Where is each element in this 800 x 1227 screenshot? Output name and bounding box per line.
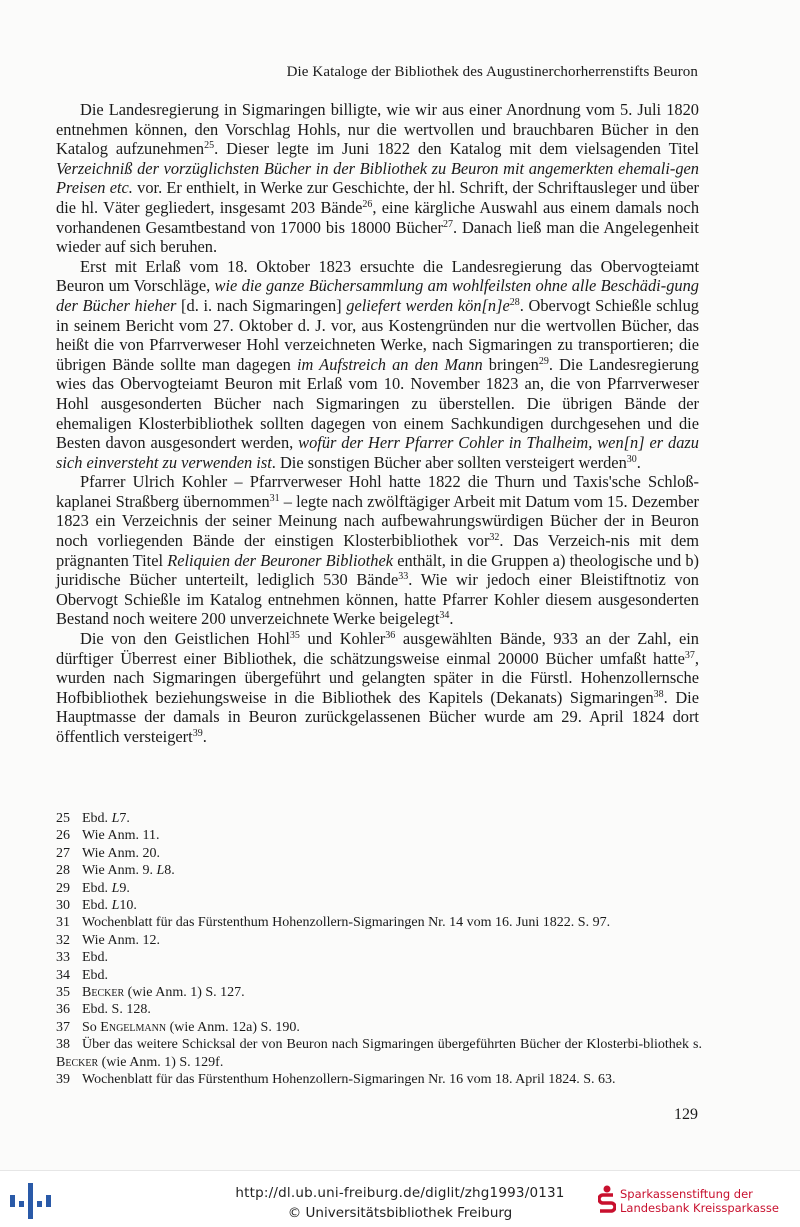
footnote-italic: L: [156, 863, 165, 879]
author-name: Becker: [56, 1054, 99, 1070]
text-run: .: [202, 727, 207, 746]
footnote-ref-35[interactable]: 35: [289, 630, 300, 642]
footnote-number: 35: [56, 985, 70, 1001]
footnote-33: [56, 949, 702, 966]
footnote-text: Ebd. S. 128.: [82, 1002, 151, 1018]
footnote-ref-37[interactable]: 37: [684, 649, 695, 661]
footnote-number: 25: [56, 811, 70, 826]
footnote-text: Wie Anm. 9.: [82, 863, 157, 879]
footnote-text: 9.: [119, 880, 130, 896]
text-run: Die Landesregierung in Sigmaringen billigte, wie wir aus einer Anordnung vom 5. Juli 1820 entnehmen können, den Vorschlag Hohls, nur die wertvollen und brauchbaren Bücher in den Katalog aufzunehmen: [56, 100, 699, 159]
text-run: Erst mit Erlaß vom 18. Oktober 1823 ersuchte die Landesregierung das Obervogteiamt Beuron um Vorschläge,: [56, 256, 699, 296]
quotation: geliefert werden kön[n]e: [346, 295, 510, 315]
footnote-35: [56, 984, 702, 1001]
footnote-number: 28: [56, 863, 70, 879]
footnote-number: 34: [56, 967, 70, 983]
footnote-text: 8.: [164, 863, 175, 879]
sponsor-line-2: Landesbank Kreissparkasse: [620, 1201, 779, 1215]
footnote-28: [56, 862, 702, 879]
text-run: , wurden nach Sigmaringen übergeführt und gelangten später in die Fürstl. Hohenzollernsche Hofbibliothek beziehungsweise in die Bibliothek des Kapitels (Dekanats) Sigmaringen: [56, 648, 699, 707]
text-run: . Wie wir jedoch einer Bleistiftnotiz von Obervogt Schießle im Katalog entnehmen können, hatte Pfarrer Kohler diesem ausgesonderten Bestand noch weitere 200 unverzeichnete Werke beigelegt: [56, 570, 700, 629]
footnote-26: [56, 827, 702, 844]
footnote-text: (wie Anm. 12a) S. 190.: [166, 1019, 300, 1035]
footnote-italic: L: [111, 880, 120, 896]
footnote-text: Ebd.: [82, 811, 112, 826]
sponsor-logo[interactable]: [598, 1183, 798, 1223]
paragraph-1: [56, 100, 699, 257]
footnote-italic: L: [111, 898, 120, 914]
copyright-notice: © Universitätsbibliothek Freiburg: [287, 1205, 513, 1221]
text-run: , eine kärgliche Auswahl aus einem damals noch vorhandenen Gesamtbestand von 17000 bis 18000 Bücher: [56, 197, 700, 237]
footnote-ref-39[interactable]: 39: [192, 728, 203, 739]
footnote-ref-28[interactable]: 28: [509, 296, 520, 308]
footnote-text: 7.: [119, 811, 130, 826]
footnote-number: 39: [56, 1072, 70, 1088]
footnote-text: Wie Anm. 20.: [82, 845, 160, 861]
text-run: . Die Hauptmasse der damals in Beuron zurückgelassenen Bücher wurde am 29. April 1824 dort öffentlich versteigert: [56, 687, 699, 746]
footnote-number: 27: [56, 845, 70, 861]
footnote-34: [56, 967, 702, 984]
footnote-text: So: [82, 1019, 101, 1035]
footnote-ref-27[interactable]: 27: [443, 218, 453, 230]
footnote-italic: L: [111, 811, 120, 826]
footnote-number: 30: [56, 898, 70, 914]
text-run: .: [449, 609, 454, 629]
footnote-number: 37: [56, 1019, 70, 1035]
footnote-text: (wie Anm. 1) S. 127.: [124, 985, 245, 1001]
footnote-number: 31: [56, 915, 70, 931]
permalink-url[interactable]: http://dl.ub.uni-freiburg.de/diglit/zhg1993/0131: [235, 1185, 565, 1201]
author-name: Becker: [82, 985, 125, 1001]
text-run: und Kohler: [299, 629, 386, 649]
text-run: . Dieser legte im Juni 1822 den Katalog mit dem vielsagenden Titel: [214, 139, 699, 159]
footnotes: [56, 810, 702, 1089]
text-run: . Danach ließ man die Angelegenheit wieder auf sich beruhen.: [56, 217, 699, 257]
footnote-29: [56, 880, 702, 897]
footnote-text: Über das weitere Schicksal der von Beuron nach Sigmaringen übergeführten Bücher der Klosterbi-bliothek s.: [82, 1037, 702, 1053]
footnote-ref-25[interactable]: 25: [204, 140, 215, 152]
text-run: – legte nach zwölftägiger Arbeit mit Datum vom 15. Dezember 1823 ein Verzeichnis der seiner Meinung nach aufbewahrungswürdigen Bücher der in Beuron noch vorliegenden Bände der einstigen Klosterbibliothek vor: [56, 491, 699, 551]
text-run: bringen: [482, 354, 539, 374]
text-run: . Die sonstigen Bücher aber sollten versteigert werden: [271, 452, 627, 472]
viewer-footer: [0, 1170, 800, 1227]
footnote-32: [56, 932, 702, 949]
footnote-text: Ebd.: [82, 950, 109, 966]
footnote-39: [56, 1071, 702, 1088]
footnote-number: 26: [56, 828, 70, 844]
footnote-text: Ebd.: [82, 898, 112, 914]
footnote-text: Wie Anm. 12.: [82, 932, 160, 948]
footnote-ref-29[interactable]: 29: [538, 355, 549, 367]
text-run: ausgewählten Bände, 933 an der Zahl, ein dürftiger Überrest einer Bibliothek, die schätzungsweise einmal 20000 Bücher umfaßt hatte: [56, 629, 699, 668]
footnote-36: [56, 1001, 702, 1018]
paragraph-2: [56, 257, 699, 473]
footnote-number: 33: [56, 950, 70, 966]
footnote-ref-31[interactable]: 31: [269, 492, 280, 504]
footnote-27: [56, 845, 702, 862]
title-citation: Reliquien der Beuroner Bibliothek: [167, 550, 394, 570]
footnote-30: [56, 897, 702, 914]
text-run: Pfarrer Ulrich Kohler – Pfarrverweser Hohl hatte 1822 die Thurn und Taxis'sche Schloß-kaplanei Straßberg übernommen: [56, 472, 699, 511]
paragraph-4: [56, 629, 699, 747]
footnote-ref-36[interactable]: 36: [385, 630, 396, 642]
author-name: Engelmann: [100, 1019, 167, 1035]
quotation: im Aufstreich an den Mann: [296, 354, 483, 374]
sponsor-text: [620, 1187, 779, 1215]
footnote-text: (wie Anm. 1) S. 129f.: [98, 1054, 224, 1070]
paragraph-3: [56, 472, 699, 629]
text-run: [d. i. nach Sigmaringen]: [176, 295, 347, 315]
footnote-number: 32: [56, 932, 70, 948]
footnote-ref-30[interactable]: 30: [626, 453, 637, 465]
footnote-number: 36: [56, 1002, 70, 1018]
footnote-text: 10.: [119, 898, 137, 914]
footnote-ref-32[interactable]: 32: [489, 532, 500, 544]
text-run: vor. Er enthielt, in Werke zur Geschichte, der hl. Schrift, der Schriftausleger und über die hl. Väter gegliedert, insgesamt 203 Bände: [56, 178, 699, 217]
text-run: Die von den Geistlichen Hohl: [80, 629, 290, 649]
footnote-number: 38: [56, 1037, 70, 1053]
sparkasse-s-icon: [598, 1185, 616, 1215]
footnote-text: Ebd.: [82, 880, 112, 896]
text-run: enthält, in die Gruppen a) theologische und b) juridische Bücher unterteilt, lediglich 530 Bände: [56, 550, 699, 590]
title-citation: Verzeichniß der vorzüglichsten Bücher in der Bibliothek zu Beuron mit angemerkten ehemali-gen Preisen etc.: [56, 158, 699, 198]
footnote-text: Wochenblatt für das Fürstenthum Hohenzollern-Sigmaringen Nr. 14 vom 16. Juni 1822. S. 97.: [82, 915, 611, 931]
footnote-ref-34[interactable]: 34: [439, 610, 450, 622]
footnote-31: [56, 914, 702, 931]
quotation: wie die ganze Büchersammlung am wohlfeilsten ohne alle Beschädi-gung der Bücher hieher: [56, 276, 699, 315]
footnote-ref-26[interactable]: 26: [362, 198, 373, 210]
running-header: Die Kataloge der Bibliothek des Augustinerchorherrenstifts Beuron: [286, 64, 698, 80]
footnote-37: [56, 1019, 702, 1036]
text-run: . Die Landesregierung wies das Obervogteiamt Beuron mit Erlaß vom 10. November 1823 an, die von Pfarrverweser Hohl ausgesonderten Bücher nach Sigmaringen zu überstellen. Die übrigen Bände der ehemaligen Klosterbibliothek sollten dagegen von einem Sachkundigen durchgesehen und die Besten davon ausgesondert werden,: [56, 354, 700, 453]
footnote-text: Wochenblatt für das Fürstenthum Hohenzollern-Sigmaringen Nr. 16 vom 18. April 1824. S. 63.: [82, 1072, 616, 1088]
footnote-ref-33[interactable]: 33: [398, 571, 409, 583]
footnote-25: [56, 810, 702, 827]
footnote-text: Ebd.: [82, 967, 109, 983]
footnote-38: [56, 1036, 702, 1071]
footnote-text: Wie Anm. 11.: [82, 828, 160, 844]
text-run: .: [636, 452, 641, 472]
text-run: . Obervogt Schießle schlug in seinem Bericht vom 27. Oktober d. J. vor, aus Kostengründen nur die wertvollen Bücher, das heißt die von Pfarrverweser Hohl verzeichneten Werke, nach Sigmaringen zu transportieren; die übrigen Bände sollte man dagegen: [56, 295, 699, 374]
quotation: wofür der Herr Pfarrer Cohler in Thalheim, wen[n] er dazu sich einversteht zu verwenden ist: [56, 433, 700, 472]
main-text: [56, 100, 699, 747]
footnote-ref-38[interactable]: 38: [653, 688, 664, 700]
sponsor-line-1: Sparkassenstiftung der: [620, 1187, 753, 1201]
footnote-number: 29: [56, 880, 70, 896]
text-run: . Das Verzeich-nis mit dem prägnanten Titel: [56, 531, 699, 570]
page-number: 129: [674, 1106, 698, 1123]
